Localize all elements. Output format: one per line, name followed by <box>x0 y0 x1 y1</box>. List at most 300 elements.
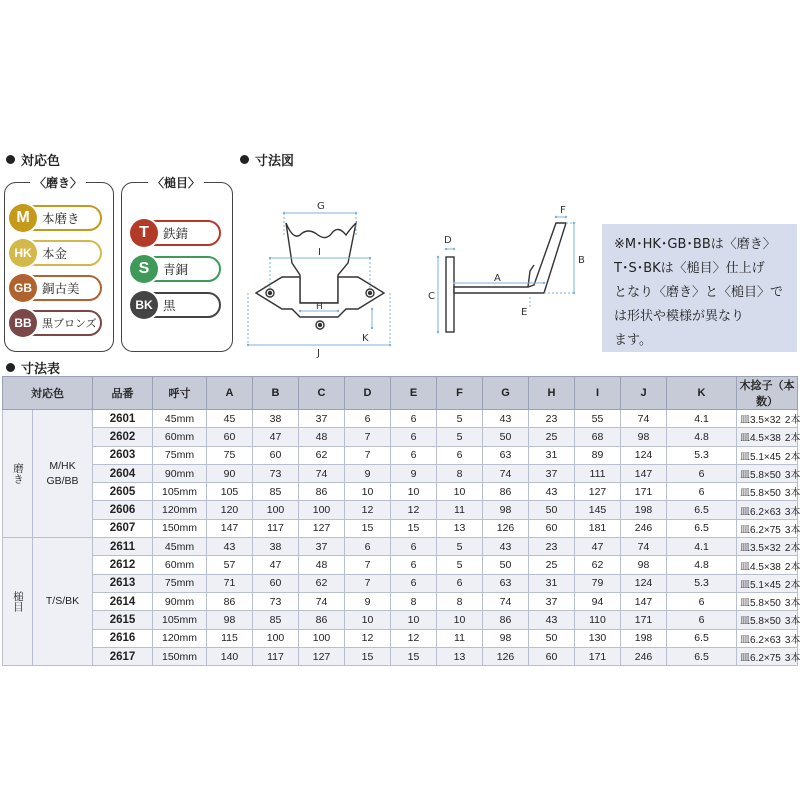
dim-cell-e: 15 <box>391 647 437 665</box>
dim-cell-b: 100 <box>253 501 299 519</box>
screw-size: 皿4.5×38 <box>740 433 781 445</box>
side-view <box>446 223 566 332</box>
dim-cell-j: 98 <box>621 556 667 574</box>
color-group-cell <box>33 538 93 666</box>
dim-cell-i: 47 <box>575 538 621 556</box>
dim-label-e: E <box>521 307 528 318</box>
table-title-text: 寸法表 <box>21 362 61 377</box>
dim-cell-f: 8 <box>437 464 483 482</box>
dim-cell-h: 50 <box>529 501 575 519</box>
dim-cell-e: 9 <box>391 464 437 482</box>
finish-label: 本磨き <box>42 211 80 226</box>
finish-code-badge: GB <box>9 274 37 302</box>
header-cell: G <box>483 377 529 410</box>
dim-cell-j: 198 <box>621 629 667 647</box>
dim-cell-e: 10 <box>391 611 437 629</box>
screw-cell <box>737 574 798 592</box>
screw-size: 皿5.8×50 <box>740 470 781 482</box>
dim-cell-e: 8 <box>391 592 437 610</box>
dim-cell-i: 145 <box>575 501 621 519</box>
screw-size: 皿5.8×50 <box>740 616 781 628</box>
dim-cell-f: 10 <box>437 483 483 501</box>
dim-cell-f: 11 <box>437 501 483 519</box>
dim-cell-h: 37 <box>529 592 575 610</box>
dim-cell-a: 57 <box>207 556 253 574</box>
product-number-cell: 2611 <box>93 538 153 556</box>
dim-label-h: H <box>316 302 323 312</box>
table-row <box>3 574 798 592</box>
header-cell: 木捻子（本数） <box>737 377 798 410</box>
dim-cell-e: 6 <box>391 446 437 464</box>
dim-cell-j: 246 <box>621 647 667 665</box>
screw-size: 皿5.1×45 <box>740 579 781 591</box>
dim-label-c: C <box>428 291 435 302</box>
dim-cell-b: 60 <box>253 574 299 592</box>
dim-cell-i: 68 <box>575 428 621 446</box>
product-number-cell: 2613 <box>93 574 153 592</box>
screw-size: 皿5.1×45 <box>740 451 781 463</box>
product-number-cell: 2602 <box>93 428 153 446</box>
finish-label: 銅古美 <box>42 281 80 296</box>
screw-cell <box>737 464 798 482</box>
dim-cell-i: 181 <box>575 519 621 537</box>
screw-count: 3本 <box>784 616 800 628</box>
dim-cell-g: 43 <box>483 410 529 428</box>
finish-code-badge: T <box>130 219 158 247</box>
screw-size: 皿6.2×63 <box>740 634 781 646</box>
colors-section-title <box>6 150 60 169</box>
dim-cell-d: 12 <box>345 629 391 647</box>
dim-cell-j: 246 <box>621 519 667 537</box>
dim-cell-g: 86 <box>483 483 529 501</box>
table-row <box>3 629 798 647</box>
header-cell: D <box>345 377 391 410</box>
dim-cell-c: 100 <box>299 629 345 647</box>
screw-count: 3本 <box>784 506 800 518</box>
screw-size: 皿5.8×50 <box>740 488 781 500</box>
dim-cell-b: 117 <box>253 647 299 665</box>
dim-cell-g: 126 <box>483 519 529 537</box>
dim-cell-f: 5 <box>437 538 483 556</box>
screw-count: 3本 <box>784 598 800 610</box>
dim-cell-size: 75mm <box>153 574 207 592</box>
finish-label: 黒ブロンズ <box>42 317 97 330</box>
product-number-cell: 2614 <box>93 592 153 610</box>
dim-cell-g: 50 <box>483 556 529 574</box>
dim-cell-a: 45 <box>207 410 253 428</box>
screw-cell <box>737 538 798 556</box>
dim-cell-k: 6 <box>667 592 737 610</box>
table-row <box>3 446 798 464</box>
dim-cell-c: 86 <box>299 611 345 629</box>
screw-cell <box>737 556 798 574</box>
dim-cell-e: 6 <box>391 428 437 446</box>
header-cell: F <box>437 377 483 410</box>
dim-cell-i: 62 <box>575 556 621 574</box>
dim-cell-h: 25 <box>529 556 575 574</box>
table-row <box>3 519 798 537</box>
dim-cell-j: 171 <box>621 611 667 629</box>
dim-cell-h: 23 <box>529 410 575 428</box>
dim-cell-h: 60 <box>529 519 575 537</box>
screw-cell <box>737 501 798 519</box>
dim-cell-h: 25 <box>529 428 575 446</box>
finish-color-hk <box>10 240 102 266</box>
drawing-title-text: 寸法図 <box>255 154 295 169</box>
finish-label: 黒 <box>163 298 176 313</box>
dim-label-d: D <box>444 235 452 246</box>
dim-cell-a: 105 <box>207 483 253 501</box>
dim-cell-k: 6 <box>667 464 737 482</box>
header-cell: 品番 <box>93 377 153 410</box>
dim-cell-d: 7 <box>345 428 391 446</box>
dim-cell-size: 75mm <box>153 446 207 464</box>
screw-count: 2本 <box>784 415 800 427</box>
drawing-section-title <box>240 150 294 169</box>
front-view <box>256 223 384 329</box>
dim-cell-d: 6 <box>345 410 391 428</box>
dim-cell-e: 12 <box>391 501 437 519</box>
dim-cell-f: 5 <box>437 428 483 446</box>
dim-cell-e: 12 <box>391 629 437 647</box>
table-row <box>3 592 798 610</box>
dim-cell-c: 37 <box>299 410 345 428</box>
product-number-cell: 2616 <box>93 629 153 647</box>
product-number-cell: 2615 <box>93 611 153 629</box>
screw-size: 皿5.8×50 <box>740 598 781 610</box>
header-cell: E <box>391 377 437 410</box>
screw-size: 皿3.5×32 <box>740 543 781 555</box>
dim-cell-d: 7 <box>345 446 391 464</box>
dim-cell-e: 6 <box>391 410 437 428</box>
table-row <box>3 647 798 665</box>
dim-cell-c: 62 <box>299 446 345 464</box>
dim-cell-size: 60mm <box>153 428 207 446</box>
screw-cell <box>737 428 798 446</box>
finish-group-name: 磨き <box>12 463 24 485</box>
header-cell: I <box>575 377 621 410</box>
dim-cell-c: 100 <box>299 501 345 519</box>
dim-cell-c: 37 <box>299 538 345 556</box>
dim-cell-b: 73 <box>253 464 299 482</box>
dim-cell-j: 198 <box>621 501 667 519</box>
dim-cell-c: 48 <box>299 428 345 446</box>
screw-count: 3本 <box>784 634 800 646</box>
finish-color-t <box>131 220 221 246</box>
screw-count: 3本 <box>784 488 800 500</box>
dim-label-a: A <box>494 273 501 284</box>
dim-cell-b: 117 <box>253 519 299 537</box>
screw-count: 2本 <box>784 433 800 445</box>
dim-cell-f: 6 <box>437 446 483 464</box>
header-cell: C <box>299 377 345 410</box>
dimension-drawing <box>238 195 598 360</box>
dim-cell-f: 13 <box>437 519 483 537</box>
dim-cell-f: 5 <box>437 556 483 574</box>
dim-cell-d: 12 <box>345 501 391 519</box>
dim-cell-k: 4.1 <box>667 538 737 556</box>
dim-cell-c: 86 <box>299 483 345 501</box>
dim-cell-j: 124 <box>621 446 667 464</box>
dim-cell-k: 5.3 <box>667 574 737 592</box>
dim-cell-g: 43 <box>483 538 529 556</box>
dim-cell-size: 105mm <box>153 611 207 629</box>
product-number-cell: 2603 <box>93 446 153 464</box>
dim-cell-h: 31 <box>529 574 575 592</box>
dim-cell-h: 23 <box>529 538 575 556</box>
table-row <box>3 556 798 574</box>
dim-cell-h: 43 <box>529 611 575 629</box>
table-row <box>3 464 798 482</box>
screw-size: 皿6.2×75 <box>740 653 781 664</box>
dim-cell-g: 74 <box>483 592 529 610</box>
dim-cell-size: 150mm <box>153 647 207 665</box>
dim-cell-size: 45mm <box>153 410 207 428</box>
table-row <box>3 428 798 446</box>
dim-cell-a: 90 <box>207 464 253 482</box>
dim-cell-a: 140 <box>207 647 253 665</box>
dim-cell-k: 4.8 <box>667 556 737 574</box>
screw-cell <box>737 446 798 464</box>
product-number-cell: 2604 <box>93 464 153 482</box>
header-cell: 対応色 <box>3 377 93 410</box>
screw-cell <box>737 519 798 537</box>
dim-cell-size: 120mm <box>153 501 207 519</box>
dim-cell-c: 127 <box>299 519 345 537</box>
table-row <box>3 410 798 428</box>
header-cell: B <box>253 377 299 410</box>
dim-cell-e: 10 <box>391 483 437 501</box>
dim-cell-j: 124 <box>621 574 667 592</box>
screw-cell <box>737 629 798 647</box>
dim-cell-size: 120mm <box>153 629 207 647</box>
finish-code-badge: BK <box>130 291 158 319</box>
dim-cell-f: 10 <box>437 611 483 629</box>
dim-cell-e: 15 <box>391 519 437 537</box>
dim-cell-g: 74 <box>483 464 529 482</box>
dim-cell-e: 6 <box>391 538 437 556</box>
screw-count: 3本 <box>784 653 800 664</box>
bullet-icon <box>6 155 15 164</box>
finish-label: 本金 <box>42 246 68 261</box>
table-row <box>3 501 798 519</box>
dim-cell-k: 4.8 <box>667 428 737 446</box>
dim-cell-b: 73 <box>253 592 299 610</box>
dim-cell-d: 10 <box>345 611 391 629</box>
finish-group-cell <box>3 410 33 538</box>
dim-cell-f: 11 <box>437 629 483 647</box>
dim-cell-size: 90mm <box>153 592 207 610</box>
dim-cell-b: 38 <box>253 538 299 556</box>
color-group-cell <box>33 410 93 538</box>
finish-group-name: 槌目 <box>12 591 24 613</box>
screw-size: 皿6.2×63 <box>740 506 781 518</box>
screw-size: 皿3.5×32 <box>740 415 781 427</box>
finish-code-badge: M <box>9 204 37 232</box>
header-cell: H <box>529 377 575 410</box>
finish-code-badge: HK <box>9 239 37 267</box>
dim-cell-d: 15 <box>345 519 391 537</box>
dim-cell-b: 60 <box>253 446 299 464</box>
dim-cell-i: 111 <box>575 464 621 482</box>
dim-cell-i: 55 <box>575 410 621 428</box>
dim-cell-g: 63 <box>483 446 529 464</box>
screw-cell <box>737 647 798 665</box>
dim-cell-i: 127 <box>575 483 621 501</box>
dim-cell-a: 75 <box>207 446 253 464</box>
dim-cell-i: 89 <box>575 446 621 464</box>
screw-count: 2本 <box>784 451 800 463</box>
dim-cell-g: 86 <box>483 611 529 629</box>
color-codes: T/S/BK <box>45 595 80 608</box>
finish-note: ※M･HK･GB･BBは〈磨き〉 T･S･BKは〈槌目〉仕上げ となり〈磨き〉と〈槌目〉で は形状や模様が異なり ます。 <box>602 224 797 352</box>
product-number-cell: 2601 <box>93 410 153 428</box>
bullet-icon <box>6 363 15 372</box>
dim-cell-h: 60 <box>529 647 575 665</box>
dim-cell-g: 50 <box>483 428 529 446</box>
dim-cell-j: 74 <box>621 410 667 428</box>
dim-cell-d: 9 <box>345 592 391 610</box>
dim-cell-k: 6.5 <box>667 501 737 519</box>
dim-label-i: I <box>318 247 321 258</box>
screw-count: 2本 <box>784 561 800 573</box>
dim-cell-d: 15 <box>345 647 391 665</box>
dim-cell-k: 4.1 <box>667 410 737 428</box>
dim-cell-f: 5 <box>437 410 483 428</box>
dim-cell-size: 150mm <box>153 519 207 537</box>
bullet-icon <box>240 155 249 164</box>
finish-color-gb <box>10 275 102 301</box>
polished-finish-title: 〈磨き〉 <box>30 174 86 191</box>
dim-cell-a: 86 <box>207 592 253 610</box>
table-body <box>3 410 798 666</box>
dim-cell-b: 47 <box>253 428 299 446</box>
dim-cell-c: 127 <box>299 647 345 665</box>
dim-cell-k: 6 <box>667 483 737 501</box>
product-number-cell: 2617 <box>93 647 153 665</box>
dim-cell-j: 171 <box>621 483 667 501</box>
product-number-cell: 2606 <box>93 501 153 519</box>
dim-cell-d: 10 <box>345 483 391 501</box>
dim-cell-f: 6 <box>437 574 483 592</box>
dim-cell-j: 147 <box>621 592 667 610</box>
dim-cell-a: 71 <box>207 574 253 592</box>
dim-cell-size: 90mm <box>153 464 207 482</box>
color-codes: GB/BB <box>46 474 79 487</box>
dim-cell-j: 98 <box>621 428 667 446</box>
dim-cell-b: 47 <box>253 556 299 574</box>
dim-cell-k: 6.5 <box>667 519 737 537</box>
hammered-finish-title: 〈槌目〉 <box>148 174 204 191</box>
table-row <box>3 483 798 501</box>
dim-cell-a: 60 <box>207 428 253 446</box>
dim-cell-h: 37 <box>529 464 575 482</box>
dim-cell-size: 105mm <box>153 483 207 501</box>
colors-title-text: 対応色 <box>21 154 61 169</box>
finish-label: 鉄錆 <box>163 226 189 241</box>
header-cell: 呼寸 <box>153 377 207 410</box>
dim-cell-a: 98 <box>207 611 253 629</box>
dim-cell-h: 43 <box>529 483 575 501</box>
table-section-title <box>6 358 60 377</box>
dim-cell-i: 130 <box>575 629 621 647</box>
dim-cell-f: 13 <box>437 647 483 665</box>
header-cell: K <box>667 377 737 410</box>
dim-label-k: K <box>362 333 369 344</box>
dim-cell-d: 9 <box>345 464 391 482</box>
dim-cell-c: 48 <box>299 556 345 574</box>
finish-color-bk <box>131 292 221 318</box>
dim-cell-e: 6 <box>391 574 437 592</box>
dim-cell-g: 63 <box>483 574 529 592</box>
dim-cell-j: 74 <box>621 538 667 556</box>
dim-cell-h: 31 <box>529 446 575 464</box>
table-row <box>3 611 798 629</box>
finish-color-m <box>10 205 102 231</box>
dim-cell-b: 85 <box>253 483 299 501</box>
dim-cell-g: 126 <box>483 647 529 665</box>
screw-count: 2本 <box>784 543 800 555</box>
dim-label-b: B <box>578 255 585 266</box>
header-cell: A <box>207 377 253 410</box>
dim-cell-g: 98 <box>483 501 529 519</box>
dim-cell-b: 100 <box>253 629 299 647</box>
dim-cell-i: 94 <box>575 592 621 610</box>
dim-cell-size: 60mm <box>153 556 207 574</box>
finish-label: 青銅 <box>163 262 189 277</box>
finish-color-bb <box>10 310 102 336</box>
dim-cell-k: 6.5 <box>667 629 737 647</box>
dim-cell-f: 8 <box>437 592 483 610</box>
screw-count: 3本 <box>784 470 800 482</box>
dim-cell-b: 85 <box>253 611 299 629</box>
dim-cell-k: 6.5 <box>667 647 737 665</box>
dim-cell-i: 171 <box>575 647 621 665</box>
screw-size: 皿6.2×75 <box>740 524 781 536</box>
dim-cell-a: 147 <box>207 519 253 537</box>
dim-cell-k: 6 <box>667 611 737 629</box>
dimension-table <box>2 376 798 666</box>
dim-cell-e: 6 <box>391 556 437 574</box>
dim-label-g: G <box>317 201 325 212</box>
dim-cell-c: 62 <box>299 574 345 592</box>
finish-color-s <box>131 256 221 282</box>
product-number-cell: 2605 <box>93 483 153 501</box>
product-number-cell: 2612 <box>93 556 153 574</box>
screw-cell <box>737 483 798 501</box>
dim-cell-d: 7 <box>345 556 391 574</box>
dim-cell-d: 6 <box>345 538 391 556</box>
header-cell: J <box>621 377 667 410</box>
dim-cell-a: 115 <box>207 629 253 647</box>
screw-size: 皿4.5×38 <box>740 561 781 573</box>
dim-cell-d: 7 <box>345 574 391 592</box>
screw-cell <box>737 592 798 610</box>
screw-count: 3本 <box>784 524 800 536</box>
dim-cell-a: 120 <box>207 501 253 519</box>
dim-cell-c: 74 <box>299 464 345 482</box>
dim-label-f: F <box>560 205 566 216</box>
finish-group-cell <box>3 538 33 666</box>
finish-code-badge: BB <box>9 309 37 337</box>
dim-cell-g: 98 <box>483 629 529 647</box>
dim-cell-i: 110 <box>575 611 621 629</box>
dim-cell-a: 43 <box>207 538 253 556</box>
table-header-row <box>3 377 798 410</box>
screw-cell <box>737 410 798 428</box>
dim-label-j: J <box>317 348 320 359</box>
dim-cell-i: 79 <box>575 574 621 592</box>
